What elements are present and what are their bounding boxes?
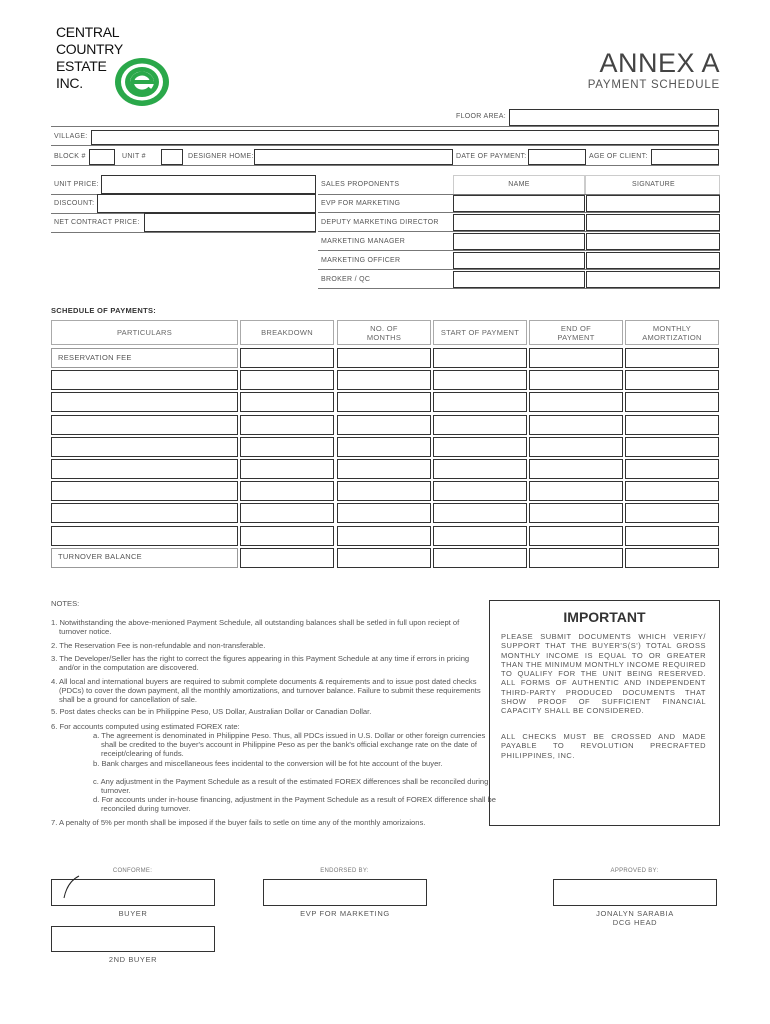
start-of-payment-cell[interactable] xyxy=(433,503,527,523)
end-of-payment-cell[interactable] xyxy=(529,392,623,412)
sales-name-input[interactable] xyxy=(453,271,585,288)
breakdown-cell[interactable] xyxy=(240,392,334,412)
reservation-fee-label: RESERVATION FEE xyxy=(58,353,132,362)
second-buyer-signature-box[interactable] xyxy=(51,926,215,952)
end-of-payment-cell[interactable] xyxy=(529,459,623,479)
block-input[interactable] xyxy=(89,149,115,165)
no-of-months-cell[interactable] xyxy=(337,370,431,390)
important-text-1: PLEASE SUBMIT DOCUMENTS WHICH VERIFY/ SUPPORT THAT THE BUYER'S(S') TOTAL GROSS MONTHLY INCOME IS EQUAL TO OR GREATER THAN THE MINIMUM MONTHLY INCOME REQUIRED TO QUALIFY FOR THE UNIT BEING RESERVED. ALL FORMS OF AUTHENTIC AND INDEPENDENT THIRD-PARTY PRODUCED DOCUMENTS THAT SHOW PROOF OF SUFFICIENT FINANCIAL CAPACITY SHALL BE CONSIDERED. xyxy=(501,632,707,716)
buyer-label: BUYER xyxy=(118,909,148,918)
breakdown-header: BREAKDOWN xyxy=(240,320,334,345)
note-1: 1. Notwithstanding the above-menioned Payment Schedule, all outstanding balances shall be setled in full upon reciept of turnover notice. xyxy=(51,618,460,637)
sales-header-name-box xyxy=(453,175,585,194)
sales-role-label: BROKER / QC xyxy=(321,276,371,283)
floor-area-label: FLOOR AREA: xyxy=(456,113,506,120)
net-contract-price-label: NET CONTRACT PRICE: xyxy=(54,219,140,226)
particulars-cell[interactable] xyxy=(51,415,238,435)
sales-signature-input[interactable] xyxy=(586,214,720,231)
unit-price-input[interactable] xyxy=(101,175,316,194)
end-of-payment-header-label: END OF PAYMENT xyxy=(557,323,595,342)
sales-role-label: MARKETING OFFICER xyxy=(321,257,401,264)
monthly-amortization-cell[interactable] xyxy=(625,459,719,479)
end-of-payment-header xyxy=(529,320,623,345)
designer-home-input[interactable] xyxy=(254,149,453,165)
sales-signature-input[interactable] xyxy=(586,195,720,212)
block-label: BLOCK # xyxy=(54,153,86,160)
pen-mark-icon xyxy=(62,874,82,900)
start-of-payment-cell[interactable] xyxy=(433,392,527,412)
particulars-cell[interactable] xyxy=(51,392,238,412)
breakdown-cell[interactable] xyxy=(240,503,334,523)
end-of-payment-cell[interactable] xyxy=(529,503,623,523)
date-of-payment-label: DATE OF PAYMENT: xyxy=(456,153,527,160)
start-of-payment-cell[interactable] xyxy=(433,459,527,479)
end-of-payment-cell[interactable] xyxy=(529,526,623,546)
sales-row xyxy=(318,251,720,270)
end-of-payment-cell[interactable] xyxy=(529,437,623,457)
sales-role-label: DEPUTY MARKETING DIRECTOR xyxy=(321,219,439,226)
sales-name-input[interactable] xyxy=(453,214,585,231)
important-title: IMPORTANT xyxy=(563,609,646,625)
age-of-client-label: AGE OF CLIENT: xyxy=(589,153,648,160)
sales-row xyxy=(318,213,720,232)
note-2: 2. The Reservation Fee is non-refundable and non-transferable. xyxy=(51,641,266,650)
sales-signature-input[interactable] xyxy=(586,271,720,288)
designer-home-label: DESIGNER HOME: xyxy=(188,153,254,160)
end-of-payment-cell[interactable] xyxy=(529,348,623,368)
unit-input[interactable] xyxy=(161,149,183,165)
start-of-payment-cell[interactable] xyxy=(433,481,527,501)
block-underline xyxy=(51,165,719,166)
monthly-amortization-cell[interactable] xyxy=(625,526,719,546)
sales-proponents-header: SALES PROPONENTS xyxy=(321,181,400,188)
approved-label: APPROVED BY: xyxy=(610,868,659,874)
sales-name-input[interactable] xyxy=(453,233,585,250)
no-of-months-cell[interactable] xyxy=(337,392,431,412)
sales-name-header: NAME xyxy=(508,181,530,188)
net-contract-price-input[interactable] xyxy=(144,213,316,232)
approver-signature-box[interactable] xyxy=(553,879,717,906)
village-label: VILLAGE: xyxy=(54,133,88,140)
note-6a: a. The agreement is denominated in Philippine Peso. Thus, all PDCs issued in U.S. Dollar or other foreign currencies shall be credited to the buyer's account in Philippine Peso as per the bank's official exchange rate on the date of receipt/clearing of funds. xyxy=(93,731,486,758)
monthly-amortization-header xyxy=(625,320,719,345)
no-of-months-header xyxy=(337,320,431,345)
discount-input[interactable] xyxy=(97,194,316,213)
unit-label: UNIT # xyxy=(122,153,146,160)
breakdown-cell[interactable] xyxy=(240,548,334,568)
note-6d: d. For accounts under in-house financing, adjustment in the Payment Schedule as a result of FOREX difference shall be reconciled during turnover. xyxy=(93,795,496,813)
breakdown-cell[interactable] xyxy=(240,348,334,368)
monthly-amortization-cell[interactable] xyxy=(625,370,719,390)
particulars-cell[interactable] xyxy=(51,459,238,479)
evp-label: EVP FOR MARKETING xyxy=(300,909,390,918)
second-buyer-label: 2ND BUYER xyxy=(108,955,158,964)
sales-signature-input[interactable] xyxy=(586,252,720,269)
name-input[interactable] xyxy=(51,110,453,126)
turnover-balance-label: TURNOVER BALANCE xyxy=(58,552,142,561)
no-of-months-cell[interactable] xyxy=(337,348,431,368)
village-underline xyxy=(51,145,719,146)
monthly-amortization-cell[interactable] xyxy=(625,481,719,501)
start-of-payment-cell[interactable] xyxy=(433,370,527,390)
annex-subtitle: PAYMENT SCHEDULE xyxy=(587,79,720,91)
no-of-months-cell[interactable] xyxy=(337,437,431,457)
breakdown-cell[interactable] xyxy=(240,370,334,390)
monthly-amortization-cell[interactable] xyxy=(625,548,719,568)
company-name-line: ESTATE xyxy=(56,58,107,74)
start-of-payment-cell[interactable] xyxy=(433,548,527,568)
sales-name-input[interactable] xyxy=(453,252,585,269)
monthly-amortization-cell[interactable] xyxy=(625,415,719,435)
particulars-cell[interactable] xyxy=(51,481,238,501)
no-of-months-cell[interactable] xyxy=(337,503,431,523)
end-of-payment-cell[interactable] xyxy=(529,548,623,568)
no-of-months-cell[interactable] xyxy=(337,459,431,479)
approver-title: DCG HEAD xyxy=(612,918,658,927)
sales-signature-header: SIGNATURE xyxy=(631,181,676,188)
note-6c: c. Any adjustment in the Payment Schedule as a result of the estimated FOREX differences shall be reconciled during turnover. xyxy=(93,777,489,795)
particulars-cell[interactable] xyxy=(51,526,238,546)
no-of-months-header-label: NO. OF MONTHS xyxy=(366,323,402,342)
particulars-cell[interactable] xyxy=(51,503,238,523)
start-of-payment-cell[interactable] xyxy=(433,437,527,457)
approver-name: JONALYN SARABIA xyxy=(596,909,674,918)
company-name-line: INC. xyxy=(56,75,83,91)
date-of-payment-input[interactable] xyxy=(528,149,586,165)
important-box xyxy=(489,600,720,826)
breakdown-cell[interactable] xyxy=(240,481,334,501)
sales-role-label: EVP FOR MARKETING xyxy=(321,200,401,207)
no-of-months-cell[interactable] xyxy=(337,526,431,546)
annex-title: ANNEX A xyxy=(599,48,720,78)
note-6: 6. For accounts computed using estimated FOREX rate: xyxy=(51,722,240,731)
age-of-client-input[interactable] xyxy=(651,149,719,165)
sales-signature-input[interactable] xyxy=(586,233,720,250)
breakdown-cell[interactable] xyxy=(240,459,334,479)
no-of-months-cell[interactable] xyxy=(337,481,431,501)
discount-label: DISCOUNT: xyxy=(54,200,95,207)
start-of-payment-cell[interactable] xyxy=(433,526,527,546)
start-of-payment-header: START OF PAYMENT xyxy=(433,320,527,345)
no-of-months-cell[interactable] xyxy=(337,415,431,435)
end-of-payment-cell[interactable] xyxy=(529,370,623,390)
schedule-title: SCHEDULE OF PAYMENTS: xyxy=(51,306,157,315)
end-of-payment-cell[interactable] xyxy=(529,481,623,501)
note-3: 3. The Developer/Seller has the right to correct the figures appearing in this Payment Schedule at any time if errors in pricing and/or in the computation are discovered. xyxy=(51,654,470,673)
village-input[interactable] xyxy=(91,130,719,145)
no-of-months-cell[interactable] xyxy=(337,548,431,568)
sales-row xyxy=(318,232,720,251)
unit-price-label: UNIT PRICE: xyxy=(54,181,99,188)
note-6b: b. Bank charges and miscellaneous fees incidental to the conversion will be fot hte account of the buyer. xyxy=(93,759,443,768)
sales-row xyxy=(318,270,720,289)
sales-name-input[interactable] xyxy=(453,195,585,212)
monthly-amortization-cell[interactable] xyxy=(625,392,719,412)
start-of-payment-cell[interactable] xyxy=(433,415,527,435)
important-text-2: ALL CHECKS MUST BE CROSSED AND MADE PAYABLE TO REVOLUTION PRECRAFTED PHILIPPINES, INC. xyxy=(501,732,706,760)
conforme-label: CONFORME: xyxy=(112,868,153,874)
name-underline xyxy=(51,126,719,127)
breakdown-cell[interactable] xyxy=(240,415,334,435)
end-of-payment-cell[interactable] xyxy=(529,415,623,435)
monthly-amortization-cell[interactable] xyxy=(625,437,719,457)
monthly-amortization-header-label: MONTHLY AMORTIZATION xyxy=(642,323,702,342)
particulars-cell[interactable] xyxy=(51,370,238,390)
sales-row xyxy=(318,194,720,213)
note-5: 5. Post dates checks can be in Philippine Peso, US Dollar, Australian Dollar or Canadian Dollar. xyxy=(51,707,372,716)
endorsed-label: ENDORSED BY: xyxy=(320,868,369,874)
monthly-amortization-cell[interactable] xyxy=(625,503,719,523)
particulars-cell[interactable] xyxy=(51,437,238,457)
notes-title: NOTES: xyxy=(51,599,80,608)
sales-role-label: MARKETING MANAGER xyxy=(321,238,406,245)
sales-header-signature-box xyxy=(585,175,720,194)
company-name-line: COUNTRY xyxy=(56,41,123,57)
breakdown-cell[interactable] xyxy=(240,526,334,546)
start-of-payment-cell[interactable] xyxy=(433,348,527,368)
particulars-header: PARTICULARS xyxy=(51,320,238,345)
company-logo-icon xyxy=(113,56,171,108)
evp-signature-box[interactable] xyxy=(263,879,427,906)
note-4: 4. All local and international buyers are required to submit complete documents & requirements and to issue post dated checks (PDCs) to cover the down payment, all the monthly amortizations, and turnover balance. Failure to submit these requirements shall be a ground for cancellation of sale. xyxy=(51,677,481,704)
note-7: 7. A penalty of 5% per month shall be imposed if the buyer fails to setle on time any of the monthly amorizaions. xyxy=(51,818,426,827)
monthly-amortization-cell[interactable] xyxy=(625,348,719,368)
buyer-signature-box[interactable] xyxy=(51,879,215,906)
floor-area-input[interactable] xyxy=(509,109,719,126)
company-name-line: CENTRAL xyxy=(56,24,120,40)
breakdown-cell[interactable] xyxy=(240,437,334,457)
